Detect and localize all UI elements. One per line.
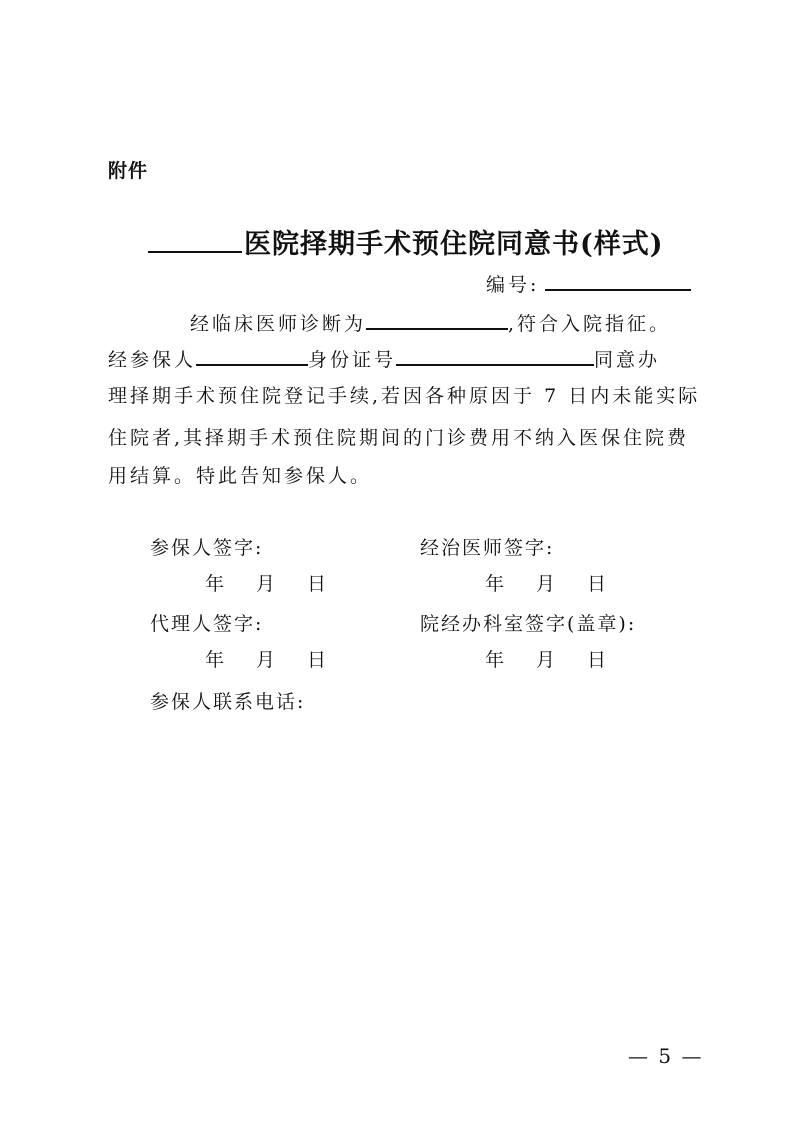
doctor-signature-label: 经治医师签字: — [420, 537, 555, 559]
date-year: 年 — [205, 649, 225, 671]
agree-text: 同意办 — [594, 349, 661, 371]
serial-number-row — [486, 270, 691, 297]
date-year: 年 — [205, 573, 225, 595]
date-year: 年 — [485, 649, 505, 671]
office-sign-date — [485, 645, 606, 672]
insured-prefix: 经参保人 — [108, 349, 197, 371]
insured-name-blank[interactable] — [196, 346, 308, 366]
insured-phone-label: 参保人联系电话: — [150, 691, 306, 713]
date-day: 日 — [587, 649, 607, 671]
page-number: — 5 — — [628, 1044, 704, 1068]
date-day: 日 — [307, 573, 327, 595]
diagnosis-blank[interactable] — [366, 310, 508, 330]
body-line-2 — [108, 345, 660, 372]
document-title — [148, 222, 664, 261]
hospital-name-blank[interactable] — [148, 225, 242, 253]
date-month: 月 — [256, 573, 276, 595]
id-number-blank[interactable] — [396, 346, 594, 366]
title-text: 医院择期手术预住院同意书(样式) — [244, 229, 664, 260]
doctor-sign-date — [485, 569, 606, 596]
body-line-4: 住院者,其择期手术预住院期间的门诊费用不纳入医保住院费 — [108, 427, 690, 449]
date-month: 月 — [256, 649, 276, 671]
date-month: 月 — [536, 649, 556, 671]
agent-signature-label: 代理人签字: — [150, 613, 264, 635]
body-line-5: 用结算。特此告知参保人。 — [108, 465, 373, 487]
diagnosis-prefix: 经临床医师诊断为 — [190, 313, 367, 335]
date-day: 日 — [587, 573, 607, 595]
insured-signature-label: 参保人签字: — [150, 537, 264, 559]
body-line-1 — [190, 309, 671, 336]
serial-number-blank[interactable] — [545, 271, 691, 291]
id-number-label: 身份证号 — [308, 349, 397, 371]
attachment-label: 附件 — [108, 160, 149, 182]
serial-label: 编号: — [486, 274, 540, 296]
date-year: 年 — [485, 573, 505, 595]
date-day: 日 — [307, 649, 327, 671]
diagnosis-suffix: ,符合入院指征。 — [508, 313, 672, 335]
insured-sign-date — [205, 569, 326, 596]
office-signature-label: 院经办科室签字(盖章): — [420, 613, 637, 635]
date-month: 月 — [536, 573, 556, 595]
body-line-3: 理择期手术预住院登记手续,若因各种原因于 7 日内未能实际 — [108, 385, 701, 407]
agent-sign-date — [205, 645, 326, 672]
